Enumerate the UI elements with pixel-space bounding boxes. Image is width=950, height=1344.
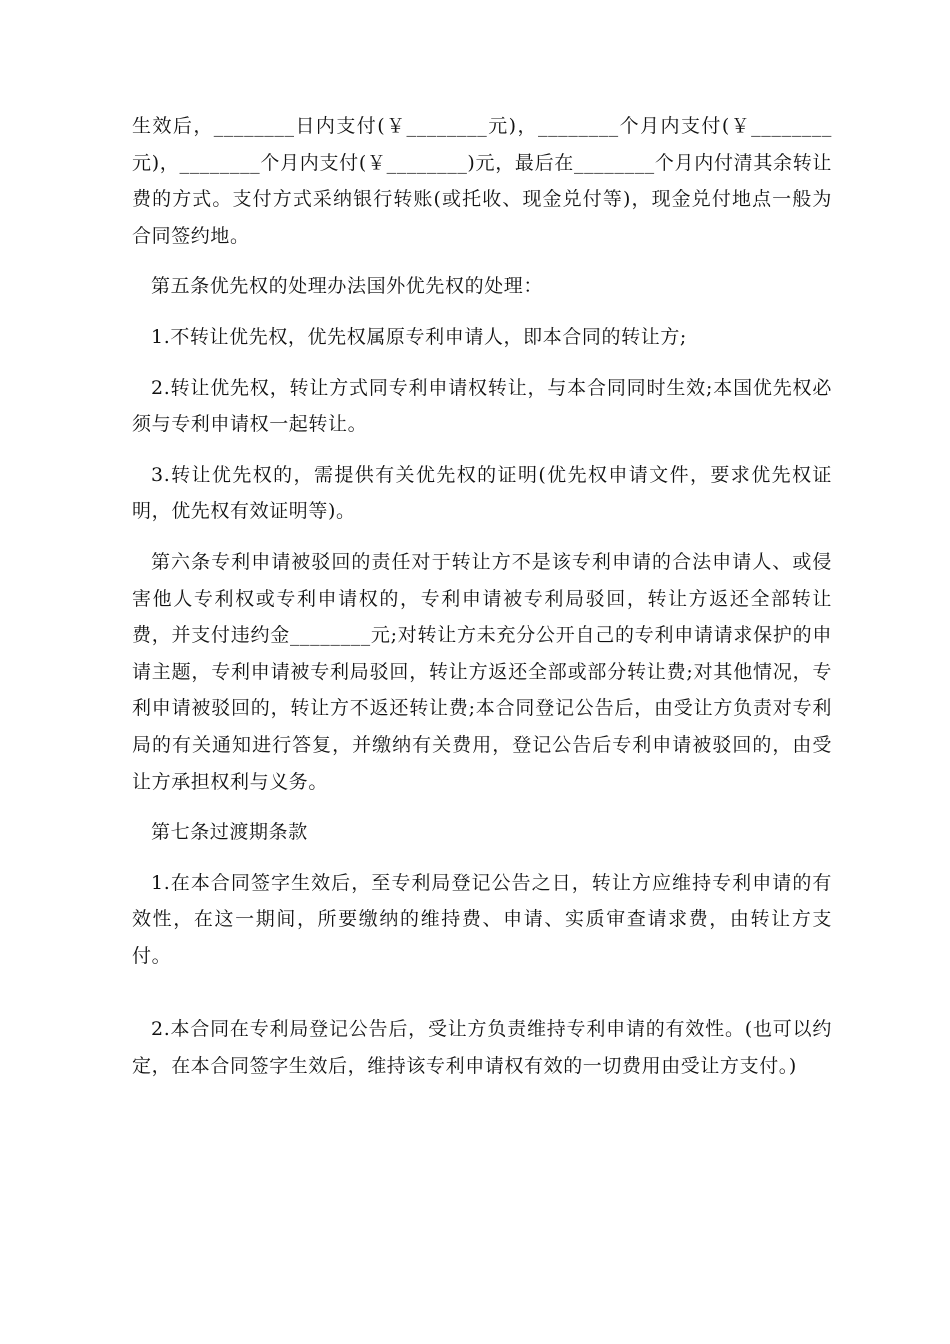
paragraph-spacer-large <box>132 974 832 1011</box>
paragraph-payment-terms: 生效后，________日内支付(￥________元)，________个月内支付(￥________元)，________个月内支付(￥________)元，最后在________个月内付清其余转让费的方式。支付方式采纳银行转账(或托收、现金兑付等)，现金兑付地点一般为合同签约地。 <box>132 115 832 247</box>
paragraph-article-6: 第六条专利申请被驳回的责任对于转让方不是该专利申请的合法申请人、或侵害他人专利权或专利申请权的，专利申请被专利局驳回，转让方返还全部转让费，并支付违约金________元;对转让方未充分公开自己的专利申请请求保护的申请主题，专利申请被专利局驳回，转让方返还全部或部分转让费;对其他情况，专利申请被驳回的，转让方不返还转让费;本合同登记公告后，由受让方负责对专利局的有关通知进行答复，并缴纳有关费用，登记公告后专利申请被驳回的，由受让方承担权利与义务。 <box>132 550 832 793</box>
paragraph-article-5-item-3: 3.转让优先权的，需提供有关优先权的证明(优先权申请文件，要求优先权证明，优先权有效证明等)。 <box>132 463 832 523</box>
paragraph-spacer <box>132 530 832 544</box>
paragraph-article-7-item-2: 2.本合同在专利局登记公告后，受让方负责维持专利申请的有效性。(也可以约定，在本合同签字生效后，维持该专利申请权有效的一切费用由受让方支付。) <box>132 1018 832 1078</box>
paragraph-spacer <box>132 254 832 268</box>
paragraph-article-5-heading: 第五条优先权的处理办法国外优先权的处理： <box>151 275 544 298</box>
paragraph-article-7-heading: 第七条过渡期条款 <box>151 821 308 844</box>
paragraph-spacer <box>132 443 832 457</box>
paragraph-spacer <box>132 851 832 865</box>
paragraph-spacer <box>132 305 832 319</box>
paragraph-spacer <box>132 800 832 814</box>
document-page <box>132 108 832 1085</box>
paragraph-spacer <box>132 356 832 370</box>
paragraph-article-5-item-2: 2.转让优先权，转让方式同专利申请权转让，与本合同同时生效;本国优先权必须与专利申请权一起转让。 <box>132 376 832 436</box>
paragraph-article-7-item-1: 1.在本合同签字生效后，至专利局登记公告之日，转让方应维持专利申请的有效性，在这一期间，所要缴纳的维持费、申请、实质审查请求费，由转让方支付。 <box>132 871 832 967</box>
paragraph-article-5-item-1: 1.不转让优先权，优先权属原专利申请人，即本合同的转让方; <box>151 325 687 348</box>
